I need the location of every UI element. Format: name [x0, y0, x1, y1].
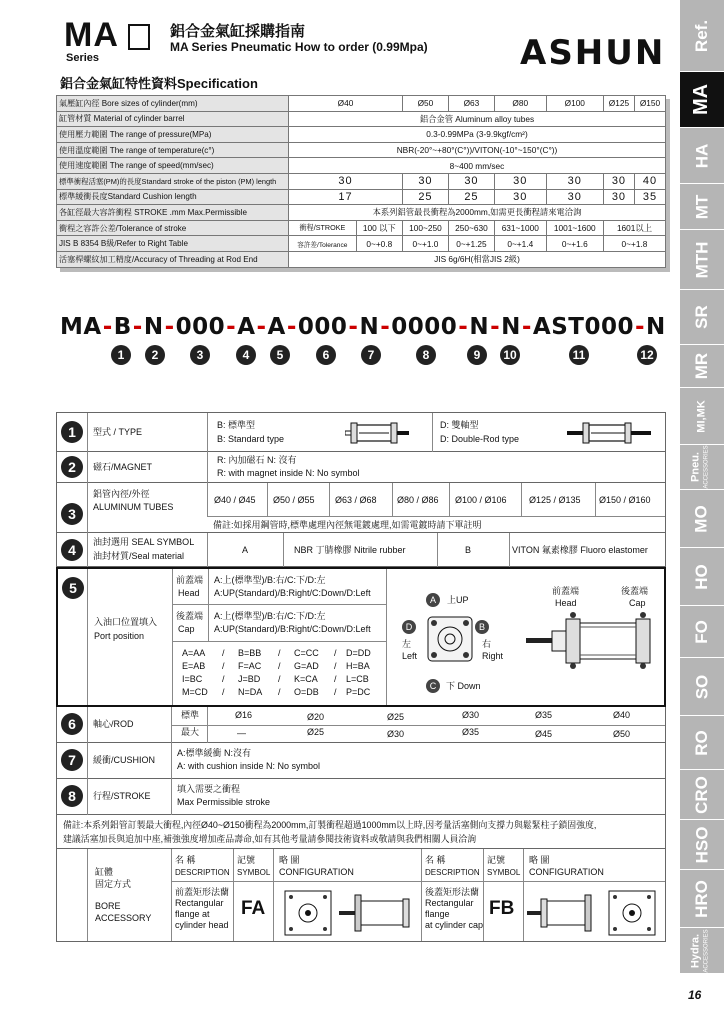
code-part: B: [113, 314, 132, 340]
code-part: 0000: [391, 314, 458, 340]
sidebar-tab-sr[interactable]: SR: [680, 290, 724, 345]
sidebar-tab-ma[interactable]: MA: [680, 72, 724, 128]
model-checkbox-square: [128, 24, 150, 50]
sidebar-tab-hro[interactable]: HRO: [680, 870, 724, 928]
code-index-badge: 1: [111, 345, 131, 365]
sidebar-tab-mth[interactable]: MTH: [680, 230, 724, 290]
spec-section-title: 鋁合金氣缸特性資料Specification: [60, 76, 258, 91]
spec-row-pressure: 使用壓力範圍 The range of pressure(MPa) 0.3-0.99MPa (3-9.9kgf/cm²): [57, 127, 666, 143]
sidebar-tab-hydra-accessories[interactable]: Hydra. ACCESSORIES: [680, 928, 724, 974]
code-part: N: [646, 314, 666, 340]
spec-row-tolerance-stroke: 衝程之容許公差/Tolerance of stroke 衝程/STROKE 100 以下 100~250 250~630 631~1000 1001~1600 1601以上: [57, 220, 666, 236]
svg-text:C: C: [429, 681, 437, 691]
fb-flange-drawing: [527, 889, 661, 937]
spec-row-max-stroke: 各缸徑最大容許衝程 STROKE .mm Max.Permissible 本系列鋁管最長衝程為2000mm,如需更長衝程請來電洽詢: [57, 205, 666, 221]
double-rod-cylinder-icon: [567, 422, 651, 444]
order-note: 備註:本系列鋁管訂製最大衝程,內徑Ø40~Ø150衝程為2000mm,訂製衝程超過1000mm以上時,因考量活塞側向支撐力與鬆緊柱子鎖固強度, 建議活塞加長與追加中座,補強強度增加產品壽命,如有其他考量請參閱技術資料或敬請與我們相關人員洽詢: [57, 815, 665, 849]
spec-row-temperature: 使用溫度範圍 The range of temperature(c°) NBR(-20°~+80°(C°))/VITON(-10°~150°(C°)): [57, 142, 666, 158]
catalog-sidebar: [680, 0, 724, 975]
sidebar-tab-mo[interactable]: MO: [680, 490, 724, 548]
order-row-cushion: 7 緩衝/CUSHION A:標準緩衝 N:沒有 A: with cushion inside N: No symbol: [57, 743, 665, 779]
sidebar-tab-pneu-accessories[interactable]: Pneu. ACCESSORIES: [680, 445, 724, 490]
code-index-badge: 7: [361, 345, 381, 365]
brand-logo: ASHUN: [520, 33, 666, 73]
code-part: N: [359, 314, 380, 340]
sidebar-tab-cro[interactable]: CRO: [680, 770, 724, 820]
order-row-magnet: 2 磁石/MAGNET R: 內加磁石 N: 沒有 R: with magnet inside N: No symbol: [57, 452, 665, 483]
spec-row-tolerance: JIS B 8354 B級/Refer to Right Table 容許差/Tolerance 0~+0.8 0~+1.0 0~+1.25 0~+1.4 0~+1.6 0~+1.8: [57, 236, 666, 252]
code-part: A: [237, 314, 256, 340]
sidebar-tab-fo[interactable]: FO: [680, 606, 724, 658]
code-part: N: [469, 314, 490, 340]
page-number: 16: [688, 988, 702, 1002]
fb-symbol: FB: [489, 898, 515, 919]
code-part: 000: [297, 314, 348, 340]
sidebar-tab-ha[interactable]: HA: [680, 128, 724, 184]
order-code: MA-B-N-000-A-A-000-N-0000-N-N-AST000-N: [60, 314, 666, 340]
code-part: MA: [60, 314, 102, 340]
ordering-table: [56, 412, 666, 942]
order-row-aluminum-tubes: 3 鋁管內徑/外徑 ALUMINUM TUBES Ø40 / Ø45 Ø50 / Ø55 Ø63 / Ø68 Ø80 / Ø86 Ø100 / Ø106 Ø125 / Ø135 Ø150 / Ø160 備註:如採用鋼管時,標準處理內徑無電鍍處理,如需電鍍時請下單註明: [57, 483, 665, 533]
title-chinese: 鋁合金氣缸採購指南: [170, 23, 306, 40]
code-part: AST000: [532, 314, 634, 340]
order-row-bore-accessory: 缸體 固定方式 BORE ACCESSORY 名 稱 DESCRIPTION 記號 SYMBOL 略 圖 CONFIGURATION 前蓋矩形法蘭 Rectangular flange at cylinder head FA 名 稱 DESCRIPTION 記號 SYMBOL 略 圖 CONFIGURATION 後蓋矩形法蘭 Rectangular flange at cylinder cap FB: [57, 849, 665, 941]
order-row-type: 1 型式 / TYPE B: 標準型 B: Standard type D: 雙軸型 D: Double-Rod type: [57, 413, 665, 452]
series-label: Series: [66, 52, 100, 64]
sidebar-tab-so[interactable]: SO: [680, 658, 724, 716]
spec-row-speed: 使用速度範圍 The range of speed(mm/sec) 8~400 mm/sec: [57, 158, 666, 174]
sidebar-tab-mi-mk[interactable]: MI,MK: [680, 388, 724, 445]
spec-row-stroke: 標準衝程活塞(PM)的長度Standard stroke of the piston (PM) length 30 30 30 30 30 30 40: [57, 173, 666, 189]
sidebar-tab-hso[interactable]: HSO: [680, 820, 724, 870]
code-index-badge: 6: [316, 345, 336, 365]
cylinder-side-view-drawing: [526, 611, 656, 669]
code-index-badge: 2: [145, 345, 165, 365]
spec-row-bore: 氣壓缸內徑 Bore sizes of cylinder(mm) Ø40 Ø50 Ø63 Ø80 Ø100 Ø125 Ø150: [57, 96, 666, 112]
order-row-port-position: 5 入油口位置填入 Port position 前蓋端 Head A:上(標準型)/B:右/C:下/D:左 A:UP(Standard)/B:Right/C:Down/D:Left 後蓋端 Cap A:上(標準型)/B:右/C:下/D:左 A:UP(Standard)/B:Right/C:Down/D:Left A=AA / B=BB / C=CC / D=DD E=AB / F=AC / G=AD / H=BA I=BC / J=BD / K=CA / L=CB M=CD / N=DA / O=DB / P=DC A D B C 上UP 左 Left 右 Right 下 Down 前蓋端 Head 後蓋端 Cap: [56, 567, 666, 707]
sidebar-tab-ref[interactable]: Ref.: [680, 0, 724, 72]
code-index-badge: 5: [270, 345, 290, 365]
specification-table: [56, 95, 666, 268]
code-index-badge: 9: [467, 345, 487, 365]
code-index-badge: 3: [190, 345, 210, 365]
spec-row-thread: 活塞桿螺紋加工精度/Accuracy of Threading at Rod End JIS 6g/6H(相當JIS 2級): [57, 251, 666, 267]
svg-text:A: A: [429, 595, 437, 605]
order-row-stroke: 8 行程/STROKE 填入需要之衝程 Max Permissible stroke: [57, 779, 665, 815]
sidebar-tab-mr[interactable]: MR: [680, 345, 724, 388]
svg-text:B: B: [478, 622, 486, 632]
code-part: A: [267, 314, 286, 340]
spec-row-cushion: 標準緩衝長度Standard Cushion length 17 25 25 30 30 30 35: [57, 189, 666, 205]
sidebar-tab-mt[interactable]: MT: [680, 184, 724, 230]
fa-flange-drawing: [279, 889, 419, 937]
code-index-badge: 11: [569, 345, 589, 365]
code-part: 000: [175, 314, 226, 340]
spec-row-barrel: 缸管材質 Material of cylinder barrel 鋁合金管 Aluminum alloy tubes: [57, 111, 666, 127]
code-index-badge: 4: [236, 345, 256, 365]
order-row-rod: 6 軸心/ROD 標準 最大 Ø16 Ø20 Ø25 Ø30 Ø35 Ø40 — Ø25 Ø30 Ø35 Ø45 Ø50: [57, 707, 665, 743]
sidebar-tab-ro[interactable]: RO: [680, 716, 724, 770]
svg-text:D: D: [405, 622, 413, 632]
code-part: N: [501, 314, 521, 340]
fa-symbol: FA: [241, 898, 266, 919]
sidebar-tab-ho[interactable]: HO: [680, 548, 724, 606]
code-index-badge: 8: [416, 345, 436, 365]
order-row-seal: 4 油封選用 SEAL SYMBOL 油封材質/Seal material A NBR 丁腈橡膠 Nitrile rubber B VITON 氟素橡膠 Fluoro elastomer: [57, 533, 665, 567]
code-index-badge: 12: [637, 345, 657, 365]
code-index-badge: 10: [500, 345, 520, 365]
model-name: MA: [64, 16, 119, 54]
standard-cylinder-icon: [345, 422, 409, 444]
title-english: MA Series Pneumatic How to order (0.99Mpa): [170, 40, 428, 54]
code-part: N: [143, 314, 164, 340]
